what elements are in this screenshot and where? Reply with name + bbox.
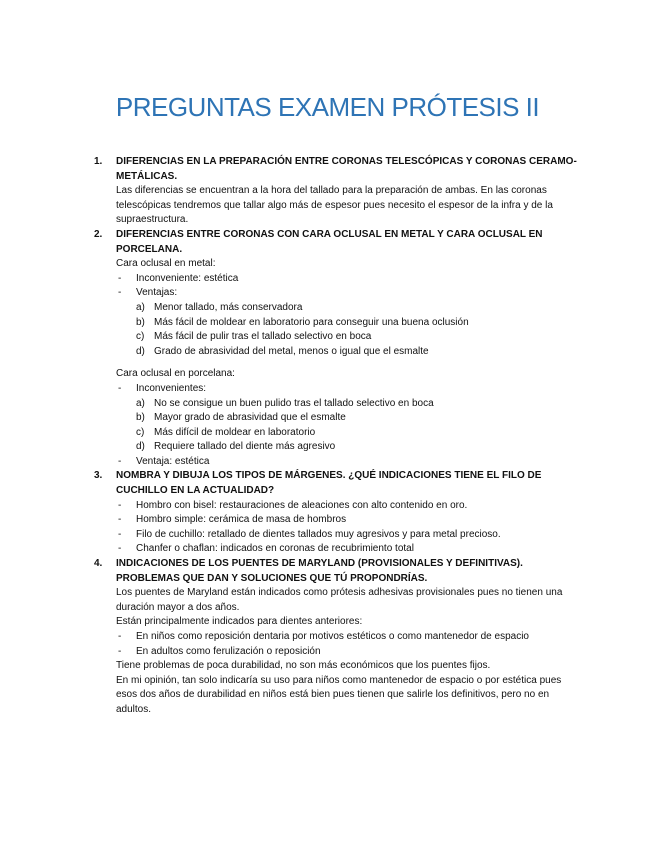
- list-item: [116, 272, 580, 287]
- list-item: [116, 630, 580, 645]
- sub-list-text: Más fácil de moldear en laboratorio para conseguir una buena oclusión: [154, 316, 469, 328]
- spacer: [116, 359, 580, 367]
- list-item-text: Filo de cuchillo: retallado de dientes tallados muy agresivos y para metal precioso.: [136, 528, 501, 540]
- sub-list-letter: d): [136, 345, 145, 357]
- sub-list-letter: a): [136, 301, 145, 313]
- list-item: [116, 528, 580, 543]
- list-item-text: Hombro con bisel: restauraciones de aleaciones con alto contenido en oro.: [136, 499, 468, 511]
- list-item: [116, 542, 580, 557]
- metal-heading: Cara oclusal en metal:: [116, 258, 216, 270]
- sub-list-text: Requiere tallado del diente más agresivo: [154, 441, 336, 453]
- list-item: [116, 499, 580, 514]
- sub-list-letter: c): [136, 426, 145, 438]
- list-item-text: Ventaja: estética: [136, 455, 210, 467]
- list-item: [116, 455, 580, 470]
- list-item-text: Hombro simple: cerámica de masa de hombros: [136, 514, 347, 526]
- list-item: [116, 382, 580, 397]
- sub-list-letter: b): [136, 412, 145, 424]
- sub-list-text: Más difícil de moldear en laboratorio: [154, 426, 316, 438]
- porcelain-heading: Cara oclusal en porcelana:: [116, 368, 235, 380]
- sub-list-letter: a): [136, 397, 145, 409]
- question-title: NOMBRA Y DIBUJA LOS TIPOS DE MÁRGENES. ¿QUÉ INDICACIONES TIENE EL FILO DE CUCHILLO EN LA ACTUALIDAD?: [116, 470, 542, 497]
- sub-list-item: [116, 301, 580, 316]
- list-item-text: Inconveniente: estética: [136, 272, 239, 284]
- question-1: [94, 155, 580, 228]
- sub-list-item: [116, 330, 580, 345]
- question-number: 4.: [94, 558, 103, 570]
- list-item-text: Chanfer o chaflan: indicados en coronas de recubrimiento total: [136, 543, 414, 555]
- list-item: [116, 645, 580, 660]
- answer-text: En mi opinión, tan solo indicaría su uso para niños como mantenedor de espacio o por estética pues esos dos años de durabilidad en niños está bien pues tienen que salirle los definitivos, pero no en adultos.: [116, 674, 562, 715]
- question-2: [94, 228, 580, 470]
- sub-list-letter: d): [136, 441, 145, 453]
- list-item-text: En adultos como ferulización o reposición: [136, 645, 321, 657]
- question-title: DIFERENCIAS EN LA PREPARACIÓN ENTRE CORONAS TELESCÓPICAS Y CORONAS CERAMO-METÁLICAS.: [116, 156, 577, 182]
- sub-list-text: Menor tallado, más conservadora: [154, 301, 303, 313]
- question-4: [94, 557, 580, 718]
- sub-list-item: [116, 316, 580, 331]
- sub-list-item: [116, 411, 580, 426]
- answer-text: Los puentes de Maryland están indicados como prótesis adhesivas provisionales pues no tienen una duración mayor a dos años.: [116, 587, 563, 613]
- sub-list-text: Más fácil de pulir tras el tallado selectivo en boca: [154, 331, 372, 343]
- sub-list-letter: c): [136, 331, 145, 343]
- sub-list-item: [116, 440, 580, 455]
- list-item: [116, 513, 580, 528]
- page-title: PREGUNTAS EXAMEN PRÓTESIS II: [115, 92, 540, 122]
- sub-list-text: Grado de abrasividad del metal, menos o igual que el esmalte: [154, 345, 429, 357]
- list-item: [116, 286, 580, 301]
- document-body: [94, 155, 580, 718]
- list-item-text: En niños como reposición dentaria por motivos estéticos o como mantenedor de espacio: [136, 631, 529, 642]
- sub-list-text: No se consigue un buen pulido tras el tallado selectivo en boca: [154, 397, 434, 409]
- list-item-text: Ventajas:: [136, 287, 178, 299]
- sub-list-item: [116, 345, 580, 360]
- question-title: DIFERENCIAS ENTRE CORONAS CON CARA OCLUSAL EN METAL Y CARA OCLUSAL EN PORCELANA.: [116, 228, 543, 255]
- list-item-text: Inconvenientes:: [136, 382, 207, 394]
- sub-list-item: [116, 397, 580, 412]
- sub-list-text: Mayor grado de abrasividad que el esmalte: [154, 412, 346, 424]
- answer-text: Tiene problemas de poca durabilidad, no son más económicos que los puentes fijos.: [116, 660, 491, 672]
- question-number: 1.: [94, 156, 103, 167]
- question-number: 3.: [94, 470, 103, 482]
- answer-text: Están principalmente indicados para dientes anteriores:: [116, 616, 363, 628]
- sub-list-item: [116, 426, 580, 441]
- sub-list-letter: b): [136, 316, 145, 328]
- question-3: [94, 469, 580, 557]
- question-title: INDICACIONES DE LOS PUENTES DE MARYLAND (PROVISIONALES Y DEFINITIVAS). PROBLEMAS QUE DAN Y SOLUCIONES QUE TÚ PROPONDRÍAS.: [116, 558, 523, 584]
- answer-text: Las diferencias se encuentran a la hora del tallado para la preparación de ambas. En las coronas telescópicas tendremos que tallar algo más de espesor pues necesito el espesor de la infra y de la supraestructura.: [116, 185, 553, 226]
- question-number: 2.: [94, 228, 103, 240]
